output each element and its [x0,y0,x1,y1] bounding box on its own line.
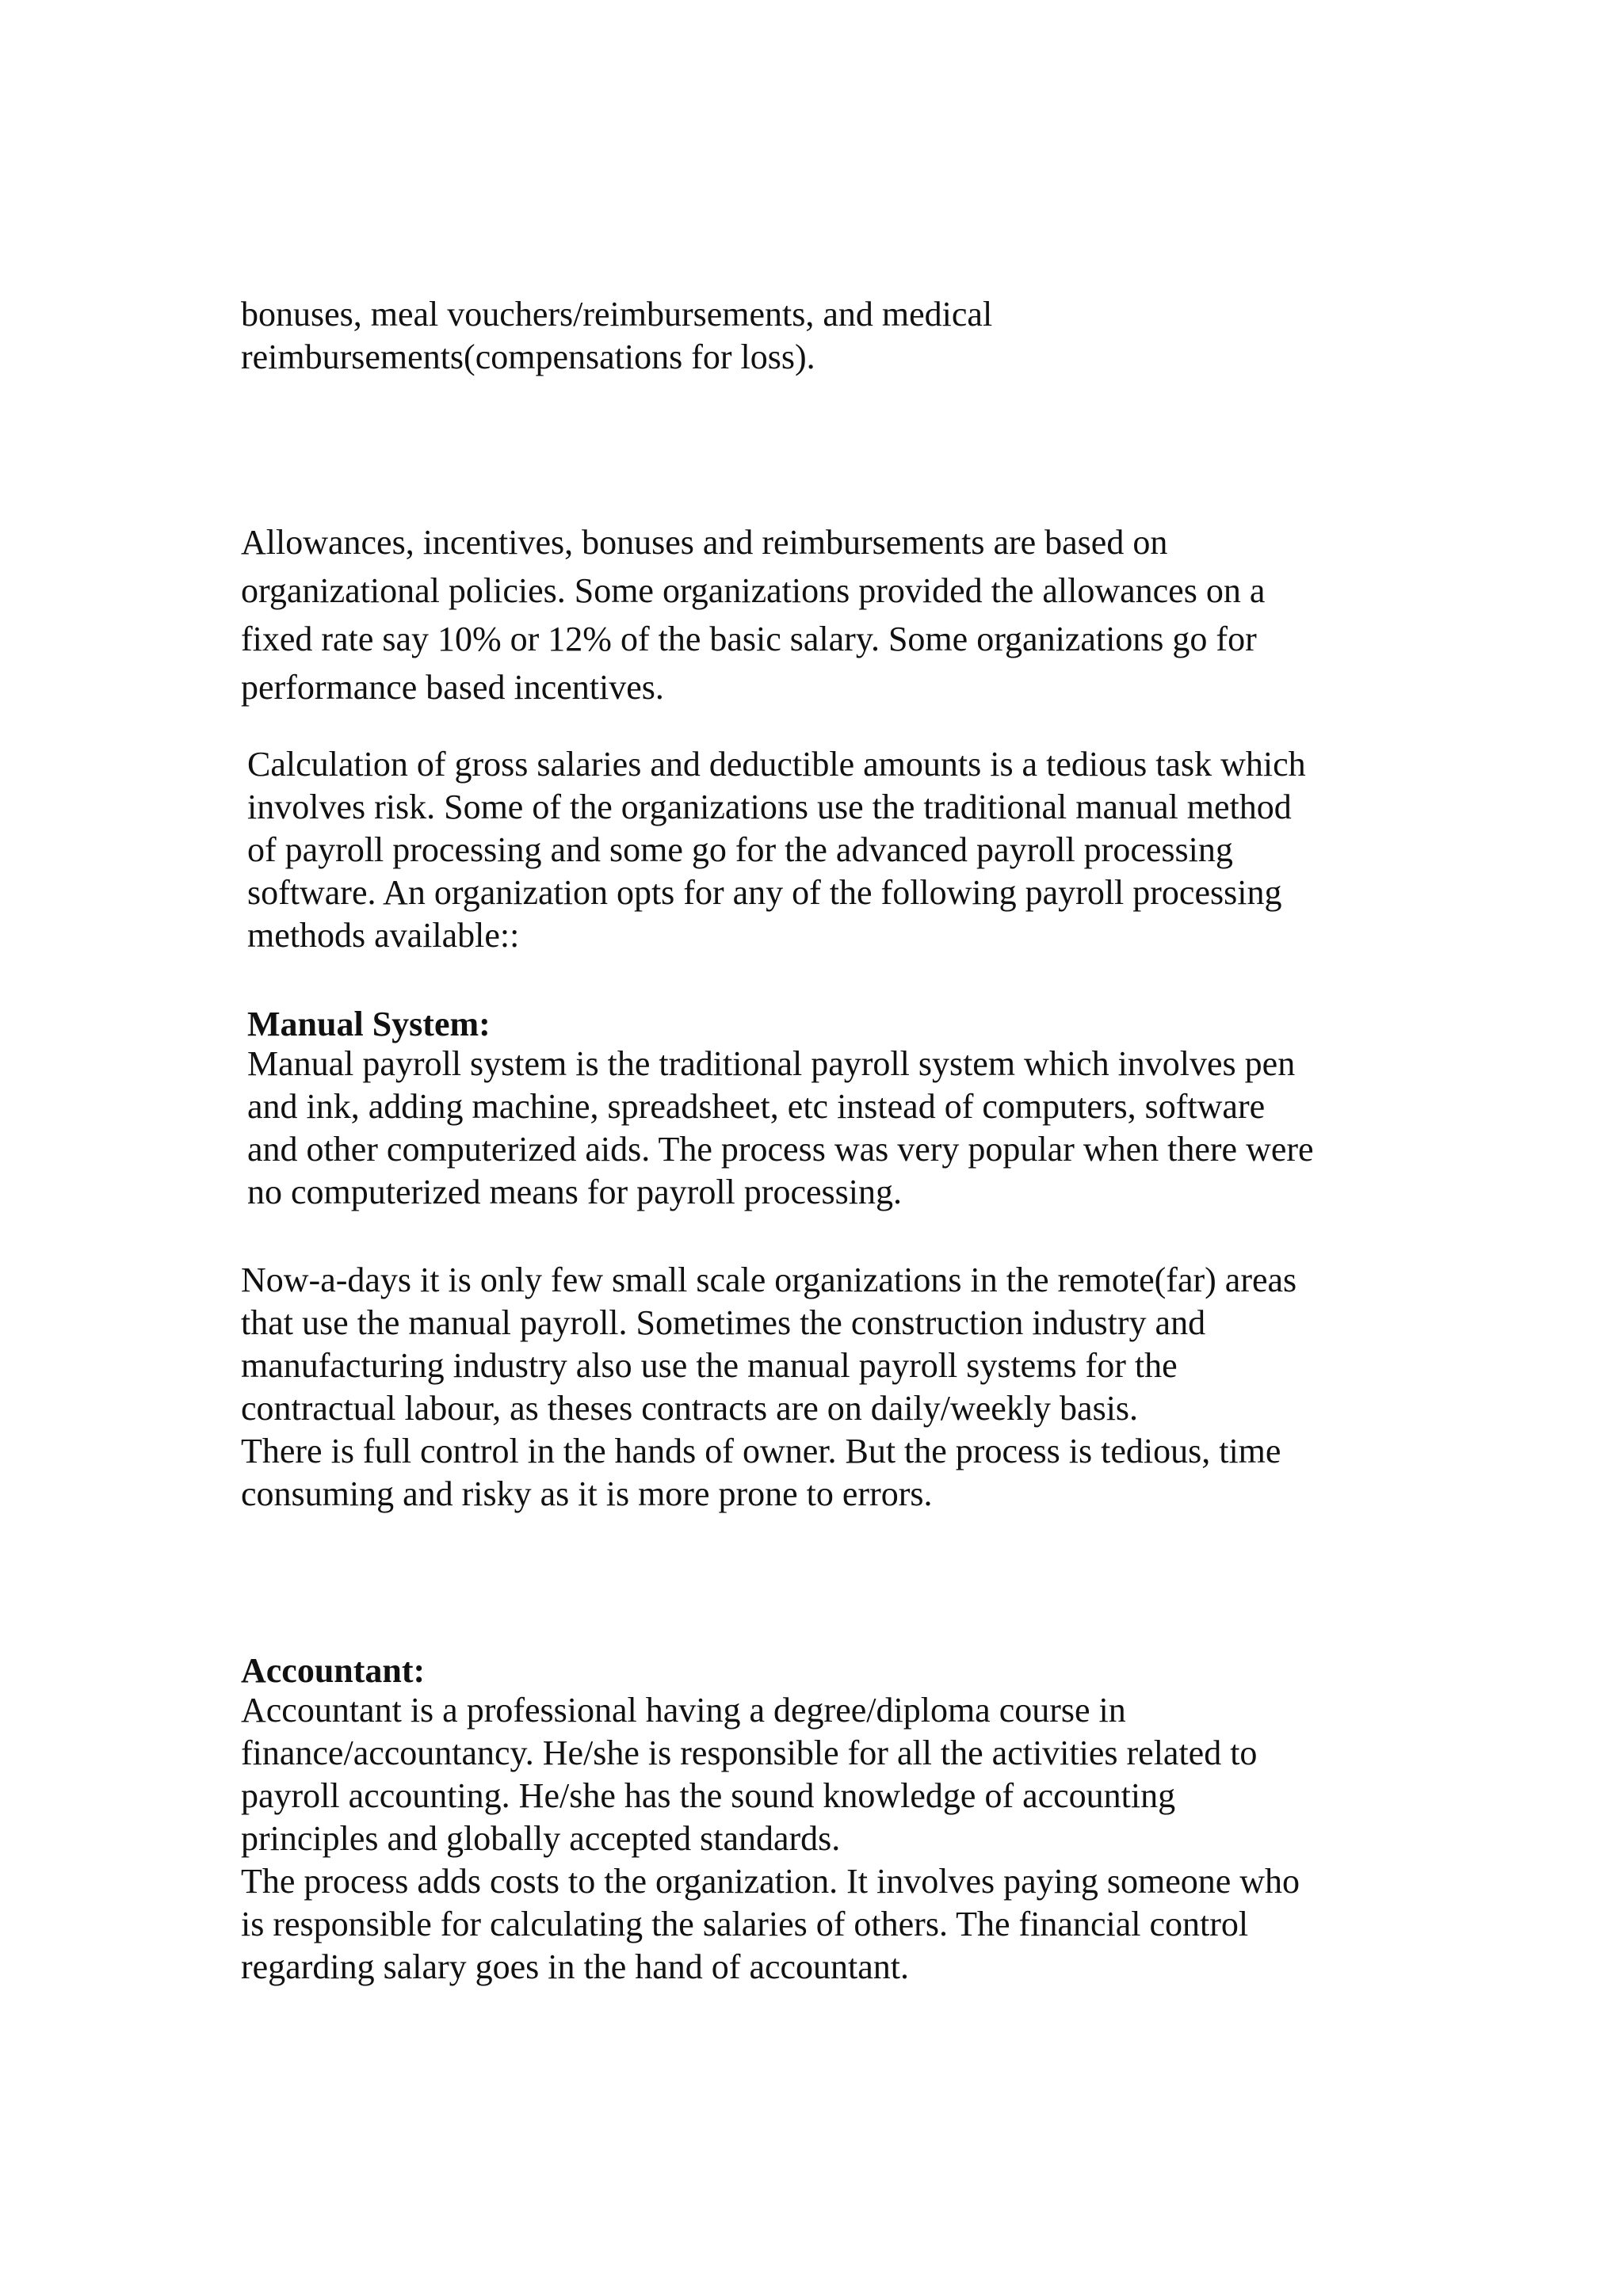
heading-accountant: Accountant: [241,1651,426,1690]
paragraph-calculation: Calculation of gross salaries and deductible amounts is a tedious task which involves risk. Some of the organizations use the traditional manual method of payroll processing and some go for the advanced payroll processing software. An organization opts for any of the following payroll processing methods available:: [247,745,1306,955]
paragraph-bonuses: bonuses, meal vouchers/reimbursements, and medical reimbursements(compensations for loss). [241,295,993,376]
paragraph-accountant: Accountant is a professional having a degree/diploma course in finance/accountancy. He/she is responsible for all the activities related to payroll accounting. He/she has the sound knowledge of accounting principles and globally accepted standards. The process adds costs to the organization. It involves paying someone who is responsible for calculating the salaries of others. The financial control regarding salary goes in the hand of accountant. [241,1691,1300,1986]
paragraph-allowances: Allowances, incentives, bonuses and reimbursements are based on organizational policies. Some organizations provided the allowances on a fixed rate say 10% or 12% of the basic salary. Some organizations go for performance based incentives. [241,523,1266,707]
heading-manual-system: Manual System: [247,1005,491,1043]
paragraph-manual-system: Manual payroll system is the traditional payroll system which involves pen and ink, adding machine, spreadsheet, etc instead of computers, software and other computerized aids. The process was very popular when there were no computerized means for payroll processing. [247,1044,1314,1211]
paragraph-now-a-days: Now-a-days it is only few small scale organizations in the remote(far) areas that use the manual payroll. Sometimes the construction industry and manufacturing industry also use the manual payroll systems for the contractual labour, as theses contracts are on daily/weekly basis. There is full control in the hands of owner. But the process is tedious, time consuming and risky as it is more prone to errors. [241,1261,1297,1513]
